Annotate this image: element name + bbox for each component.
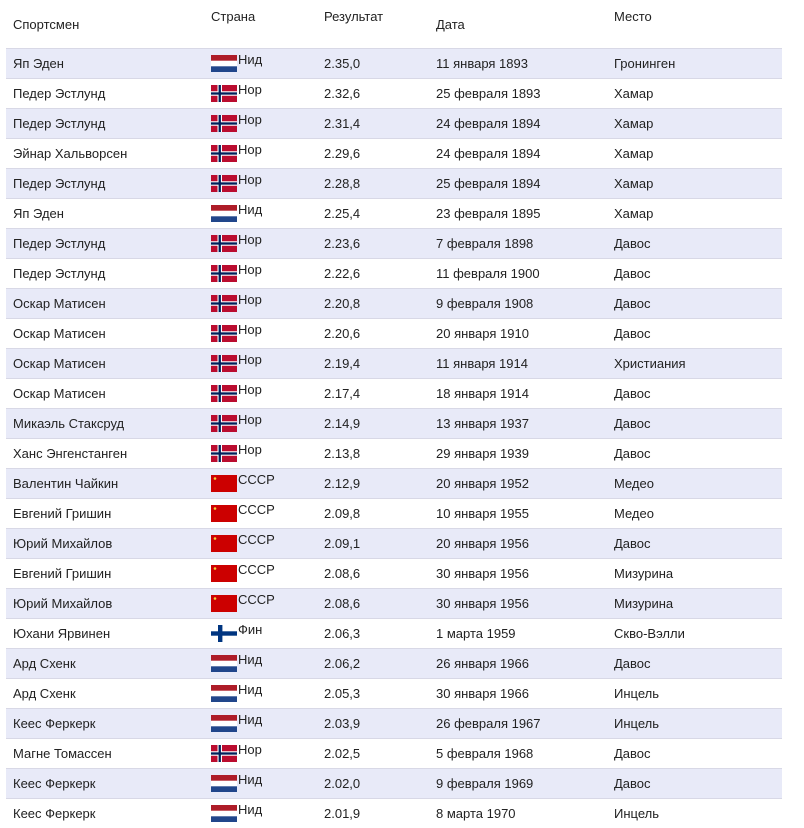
athlete-cell: Юрий Михайлов xyxy=(13,536,113,551)
athlete-cell: Евгений Гришин xyxy=(13,506,112,521)
nl-flag-icon xyxy=(211,685,237,702)
table-row xyxy=(6,438,782,468)
place-cell: Давос xyxy=(614,266,651,281)
no-flag-icon xyxy=(211,145,237,162)
athlete-cell: Педер Эстлунд xyxy=(13,116,106,131)
country-cell xyxy=(211,739,262,768)
result-cell: 2.05,3 xyxy=(324,686,361,701)
country-name: Нор xyxy=(238,142,262,157)
country-name: Нор xyxy=(238,322,262,337)
place-cell: Давос xyxy=(614,326,651,341)
date-cell: 26 февраля 1967 xyxy=(436,716,541,731)
place-cell: Давос xyxy=(614,536,651,551)
country-cell xyxy=(211,559,275,588)
result-cell: 2.20,8 xyxy=(324,296,361,311)
header-athlete: Спортсмен xyxy=(13,17,80,32)
athlete-cell: Юхани Ярвинен xyxy=(13,626,111,641)
result-cell: 2.28,8 xyxy=(324,176,361,191)
country-name: Нор xyxy=(238,112,262,127)
date-cell: 13 января 1937 xyxy=(436,416,529,431)
no-flag-icon xyxy=(211,265,237,282)
place-cell: Хамар xyxy=(614,176,654,191)
athlete-cell: Оскар Матисен xyxy=(13,386,106,401)
date-cell: 1 марта 1959 xyxy=(436,626,516,641)
result-cell: 2.01,9 xyxy=(324,806,361,821)
country-name: Нор xyxy=(238,262,262,277)
place-cell: Гронинген xyxy=(614,56,676,71)
nl-flag-icon xyxy=(211,805,237,822)
table-row xyxy=(6,498,782,528)
country-name: Нид xyxy=(238,202,263,217)
table-row xyxy=(6,558,782,588)
table-row xyxy=(6,528,782,558)
date-cell: 20 января 1952 xyxy=(436,476,529,491)
date-cell: 20 января 1910 xyxy=(436,326,529,341)
no-flag-icon xyxy=(211,745,237,762)
table-row xyxy=(6,708,782,738)
athlete-cell: Оскар Матисен xyxy=(13,356,106,371)
place-cell: Мизурина xyxy=(614,566,674,581)
country-cell xyxy=(211,619,262,648)
result-cell: 2.06,2 xyxy=(324,656,361,671)
table-row xyxy=(6,738,782,768)
country-cell xyxy=(211,109,262,138)
table-row xyxy=(6,258,782,288)
table-row xyxy=(6,348,782,378)
athlete-cell: Магне Томассен xyxy=(13,746,112,761)
table-row xyxy=(6,198,782,228)
result-cell: 2.22,6 xyxy=(324,266,361,281)
result-cell: 2.02,5 xyxy=(324,746,361,761)
su-flag-icon xyxy=(211,595,237,612)
country-cell xyxy=(211,679,262,708)
result-cell: 2.20,6 xyxy=(324,326,361,341)
athlete-cell: Яп Эден xyxy=(13,56,64,71)
date-cell: 24 февраля 1894 xyxy=(436,146,541,161)
date-cell: 10 января 1955 xyxy=(436,506,529,521)
table-row xyxy=(6,408,782,438)
date-cell: 24 февраля 1894 xyxy=(436,116,541,131)
country-cell xyxy=(211,469,275,498)
athlete-cell: Педер Эстлунд xyxy=(13,176,106,191)
no-flag-icon xyxy=(211,175,237,192)
athlete-cell: Педер Эстлунд xyxy=(13,266,106,281)
country-name: СССР xyxy=(238,502,275,517)
place-cell: Давос xyxy=(614,416,651,431)
date-cell: 26 января 1966 xyxy=(436,656,529,671)
country-name: СССР xyxy=(238,532,275,547)
su-flag-icon xyxy=(211,565,237,582)
date-cell: 18 января 1914 xyxy=(436,386,529,401)
country-name: Нор xyxy=(238,382,262,397)
table-row xyxy=(6,618,782,648)
result-cell: 2.09,1 xyxy=(324,536,361,551)
place-cell: Хамар xyxy=(614,146,654,161)
no-flag-icon xyxy=(211,445,237,462)
place-cell: Медео xyxy=(614,476,654,491)
country-cell xyxy=(211,709,262,738)
country-name: СССР xyxy=(238,472,275,487)
table-row xyxy=(6,78,782,108)
table-row xyxy=(6,138,782,168)
athlete-cell: Педер Эстлунд xyxy=(13,236,106,251)
place-cell: Инцель xyxy=(614,806,659,821)
country-cell xyxy=(211,649,262,678)
place-cell: Давос xyxy=(614,236,651,251)
result-cell: 2.02,0 xyxy=(324,776,361,791)
country-cell xyxy=(211,529,275,558)
nl-flag-icon xyxy=(211,775,237,792)
date-cell: 9 февраля 1908 xyxy=(436,296,534,311)
no-flag-icon xyxy=(211,115,237,132)
athlete-cell: Ханс Энгенстанген xyxy=(13,446,128,461)
place-cell: Хамар xyxy=(614,86,654,101)
place-cell: Давос xyxy=(614,746,651,761)
no-flag-icon xyxy=(211,295,237,312)
date-cell: 29 января 1939 xyxy=(436,446,529,461)
athlete-cell: Евгений Гришин xyxy=(13,566,112,581)
place-cell: Христиания xyxy=(614,356,686,371)
result-cell: 2.17,4 xyxy=(324,386,361,401)
su-flag-icon xyxy=(211,505,237,522)
result-cell: 2.12,9 xyxy=(324,476,361,491)
no-flag-icon xyxy=(211,415,237,432)
table-row xyxy=(6,768,782,798)
date-cell: 7 февраля 1898 xyxy=(436,236,534,251)
athlete-cell: Ард Схенк xyxy=(13,656,76,671)
date-cell: 30 января 1966 xyxy=(436,686,529,701)
place-cell: Инцель xyxy=(614,686,659,701)
no-flag-icon xyxy=(211,325,237,342)
no-flag-icon xyxy=(211,385,237,402)
nl-flag-icon xyxy=(211,715,237,732)
date-cell: 30 января 1956 xyxy=(436,596,529,611)
athlete-cell: Оскар Матисен xyxy=(13,326,106,341)
place-cell: Давос xyxy=(614,296,651,311)
date-cell: 9 февраля 1969 xyxy=(436,776,534,791)
result-cell: 2.23,6 xyxy=(324,236,361,251)
place-cell: Давос xyxy=(614,656,651,671)
su-flag-icon xyxy=(211,535,237,552)
country-name: СССР xyxy=(238,562,275,577)
no-flag-icon xyxy=(211,235,237,252)
athlete-cell: Юрий Михайлов xyxy=(13,596,113,611)
table-row xyxy=(6,588,782,618)
country-name: Нор xyxy=(238,292,262,307)
table-row xyxy=(6,378,782,408)
no-flag-icon xyxy=(211,355,237,372)
result-cell: 2.08,6 xyxy=(324,566,361,581)
place-cell: Хамар xyxy=(614,116,654,131)
result-cell: 2.03,9 xyxy=(324,716,361,731)
table-row xyxy=(6,48,782,78)
country-name: Нор xyxy=(238,412,262,427)
result-cell: 2.08,6 xyxy=(324,596,361,611)
result-cell: 2.32,6 xyxy=(324,86,361,101)
athlete-cell: Кеес Феркерк xyxy=(13,776,96,791)
table-row xyxy=(6,168,782,198)
country-name: Нид xyxy=(238,712,263,727)
country-cell xyxy=(211,499,275,528)
athlete-cell: Валентин Чайкин xyxy=(13,476,119,491)
table-row xyxy=(6,648,782,678)
nl-flag-icon xyxy=(211,205,237,222)
table-header xyxy=(6,0,782,48)
table-row xyxy=(6,318,782,348)
country-name: Нид xyxy=(238,652,263,667)
country-name: Нид xyxy=(238,682,263,697)
country-cell xyxy=(211,49,262,78)
date-cell: 23 февраля 1895 xyxy=(436,206,541,221)
date-cell: 11 февраля 1900 xyxy=(436,266,540,281)
country-name: Нор xyxy=(238,742,262,757)
header-result: Результат xyxy=(324,9,384,24)
country-name: Нор xyxy=(238,352,262,367)
country-cell xyxy=(211,769,262,798)
header-country: Страна xyxy=(211,9,256,24)
country-cell xyxy=(211,349,262,378)
athlete-cell: Яп Эден xyxy=(13,206,64,221)
su-flag-icon xyxy=(211,475,237,492)
result-cell: 2.25,4 xyxy=(324,206,361,221)
country-cell xyxy=(211,259,262,288)
athlete-cell: Оскар Матисен xyxy=(13,296,106,311)
country-name: Нид xyxy=(238,52,263,67)
result-cell: 2.31,4 xyxy=(324,116,361,131)
place-cell: Давос xyxy=(614,386,651,401)
country-name: Нид xyxy=(238,772,263,787)
result-cell: 2.06,3 xyxy=(324,626,361,641)
country-cell xyxy=(211,79,262,108)
country-cell xyxy=(211,379,262,408)
fi-flag-icon xyxy=(211,625,237,642)
table-row xyxy=(6,798,782,828)
header-place: Место xyxy=(614,9,652,24)
place-cell: Медео xyxy=(614,506,654,521)
country-name: СССР xyxy=(238,592,275,607)
country-cell xyxy=(211,199,262,228)
table-body xyxy=(6,48,782,828)
country-name: Нор xyxy=(238,82,262,97)
country-name: Нор xyxy=(238,172,262,187)
result-cell: 2.09,8 xyxy=(324,506,361,521)
country-cell xyxy=(211,319,262,348)
country-cell xyxy=(211,169,262,198)
table-row xyxy=(6,228,782,258)
date-cell: 20 января 1956 xyxy=(436,536,529,551)
country-cell xyxy=(211,409,262,438)
nl-flag-icon xyxy=(211,655,237,672)
nl-flag-icon xyxy=(211,55,237,72)
place-cell: Скво-Вэлли xyxy=(614,626,685,641)
country-cell xyxy=(211,589,275,618)
country-cell xyxy=(211,229,262,258)
place-cell: Давос xyxy=(614,446,651,461)
table-row xyxy=(6,108,782,138)
table-row xyxy=(6,678,782,708)
result-cell: 2.35,0 xyxy=(324,56,361,71)
athlete-cell: Кеес Феркерк xyxy=(13,806,96,821)
country-name: Нор xyxy=(238,232,262,247)
place-cell: Мизурина xyxy=(614,596,674,611)
header-date: Дата xyxy=(436,17,465,32)
country-cell xyxy=(211,289,262,318)
place-cell: Инцель xyxy=(614,716,659,731)
place-cell: Хамар xyxy=(614,206,654,221)
athlete-cell: Кеес Феркерк xyxy=(13,716,96,731)
date-cell: 8 марта 1970 xyxy=(436,806,516,821)
athlete-cell: Педер Эстлунд xyxy=(13,86,106,101)
result-cell: 2.19,4 xyxy=(324,356,361,371)
result-cell: 2.13,8 xyxy=(324,446,361,461)
country-cell xyxy=(211,139,262,168)
date-cell: 25 февраля 1894 xyxy=(436,176,541,191)
place-cell: Давос xyxy=(614,776,651,791)
country-cell xyxy=(211,439,262,468)
result-cell: 2.14,9 xyxy=(324,416,361,431)
no-flag-icon xyxy=(211,85,237,102)
athlete-cell: Эйнар Хальворсен xyxy=(13,146,128,161)
date-cell: 25 февраля 1893 xyxy=(436,86,541,101)
date-cell: 11 января 1893 xyxy=(436,56,528,71)
country-name: Фин xyxy=(238,622,263,637)
date-cell: 30 января 1956 xyxy=(436,566,529,581)
country-name: Нид xyxy=(238,802,263,817)
date-cell: 5 февраля 1968 xyxy=(436,746,534,761)
table-row xyxy=(6,468,782,498)
athlete-cell: Микаэль Стаксруд xyxy=(13,416,125,431)
athlete-cell: Ард Схенк xyxy=(13,686,76,701)
country-name: Нор xyxy=(238,442,262,457)
records-table xyxy=(6,0,782,828)
result-cell: 2.29,6 xyxy=(324,146,361,161)
country-cell xyxy=(211,799,262,828)
date-cell: 11 января 1914 xyxy=(436,356,528,371)
table-row xyxy=(6,288,782,318)
